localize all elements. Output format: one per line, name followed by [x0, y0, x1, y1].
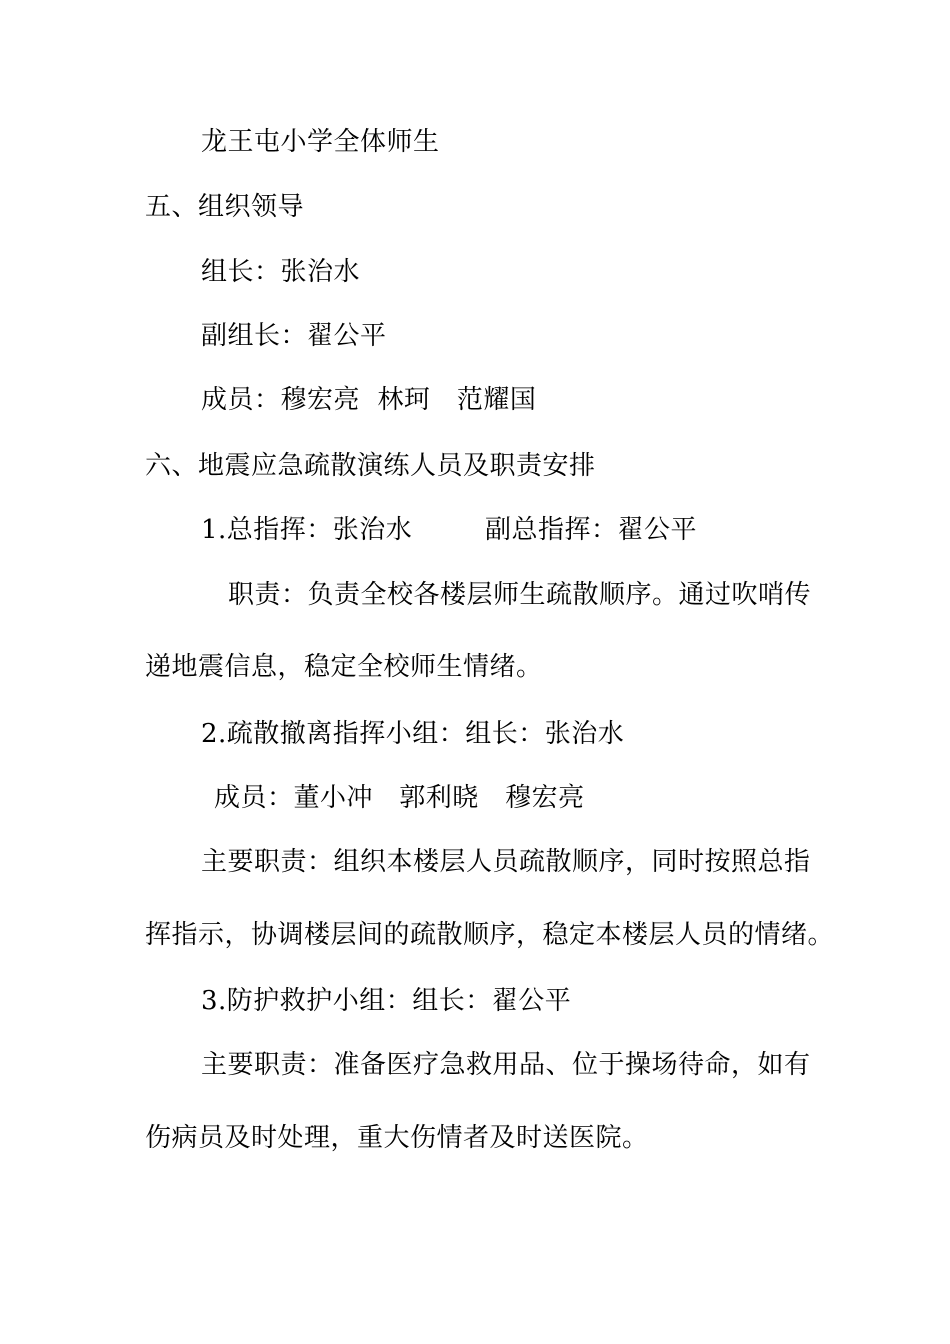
item2-duty-line2: 挥指示，协调楼层间的疏散顺序，稳定本楼层人员的情绪。: [145, 920, 835, 950]
item3-title: 3.防护救护小组：组长：翟公平: [201, 986, 572, 1016]
deputy-leader-line: 副组长：翟公平: [201, 321, 387, 351]
deputy-commander-line: 副总指挥：翟公平: [485, 515, 698, 545]
item2-members: 成员：董小冲 郭利晓 穆宏亮: [214, 783, 585, 813]
commander-line: 1.总指挥：张治水: [201, 515, 413, 545]
section5-heading: 五、组织领导: [145, 192, 305, 222]
item3-duty-line1: 主要职责：准备医疗急救用品、位于操场待命，如有: [201, 1050, 811, 1080]
participants-text: 龙王屯小学全体师生: [201, 127, 440, 157]
item2-duty-line1: 主要职责：组织本楼层人员疏散顺序，同时按照总指: [201, 847, 811, 877]
members-line: 成员：穆宏亮 林珂 范耀国: [201, 385, 537, 415]
item1-duty-line2: 递地震信息，稳定全校师生情绪。: [145, 652, 543, 682]
section6-heading: 六、地震应急疏散演练人员及职责安排: [145, 451, 596, 481]
item3-duty-line2: 伤病员及时处理，重大伤情者及时送医院。: [145, 1123, 649, 1153]
leader-line: 组长：张治水: [201, 257, 361, 287]
item1-duty-line1: 职责：负责全校各楼层师生疏散顺序。通过吹哨传: [228, 580, 812, 610]
item2-title: 2.疏散撤离指挥小组：组长：张治水: [201, 719, 625, 749]
